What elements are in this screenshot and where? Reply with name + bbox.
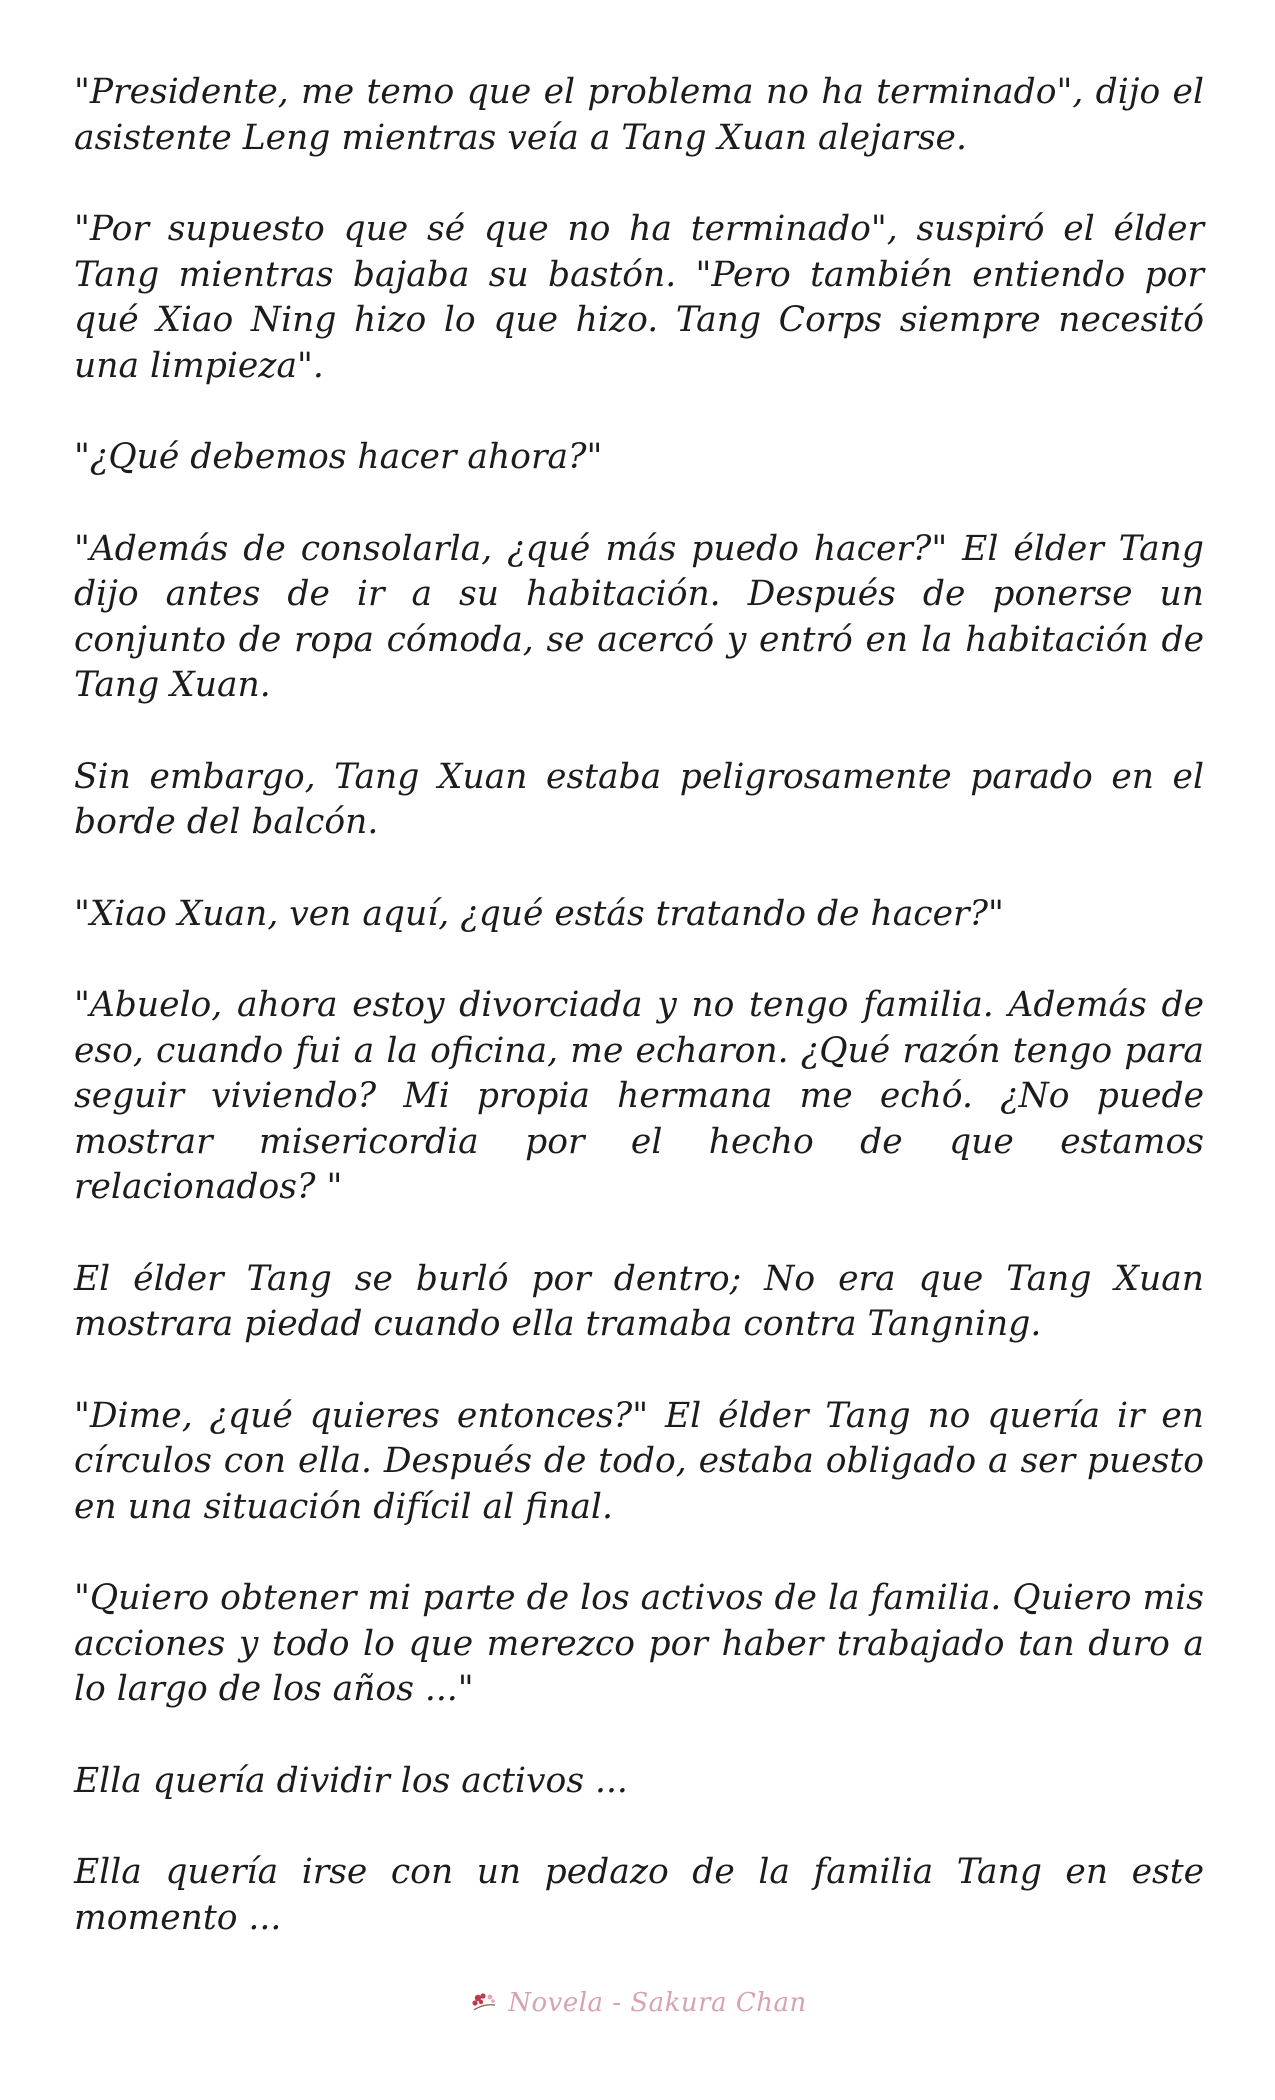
- footer-text: Novela - Sakura Chan: [508, 1988, 807, 2018]
- paragraph-10: "Quiero obtener mi parte de los activos de la familia. Quiero mis acciones y todo lo que merezco por haber trabajado tan duro a lo largo de los años ...": [74, 1578, 1204, 1709]
- paragraph-3: "¿Qué debemos hacer ahora?": [74, 437, 603, 477]
- footer-watermark: [0, 1988, 1275, 2028]
- paragraph-6: "Xiao Xuan, ven aquí, ¿qué estás tratando de hacer?": [74, 893, 1004, 934]
- chapter-text: [74, 70, 1204, 1987]
- paragraph-2: "Por supuesto que sé que no ha terminado", suspiró el élder Tang mientras bajaba su bastón. "Pero también entiendo por qué Xiao Ning hizo lo que hizo. Tang Corps siempre necesitó una limpieza".: [74, 209, 1204, 386]
- paragraph-1: "Presidente, me temo que el problema no ha terminado", dijo el asistente Leng mientras veía a Tang Xuan alejarse.: [74, 72, 1204, 158]
- paragraph-8: El élder Tang se burló por dentro; No era que Tang Xuan mostrara piedad cuando ella tramaba contra Tangning.: [74, 1258, 1204, 1344]
- footer-brand: [468, 1988, 807, 2018]
- paragraph-4: "Además de consolarla, ¿qué más puedo hacer?" El élder Tang dijo antes de ir a su habitación. Después de ponerse un conjunto de ropa cómoda, se acercó y entró en la habitación de Tang Xuan.: [74, 528, 1204, 705]
- paragraph-11: Ella quería dividir los activos ...: [74, 1760, 628, 1801]
- paragraph-12: Ella quería irse con un pedazo de la familia Tang en este momento ...: [74, 1852, 1204, 1938]
- sakura-flower-icon: [468, 1988, 500, 2018]
- paragraph-5: Sin embargo, Tang Xuan estaba peligrosamente parado en el borde del balcón.: [74, 756, 1204, 842]
- paragraph-7: "Abuelo, ahora estoy divorciada y no tengo familia. Además de eso, cuando fui a la oficina, me echaron. ¿Qué razón tengo para seguir viviendo? Mi propia hermana me echó. ¿No puede mostrar misericordia por el hecho de que estamos relacionados? ": [74, 985, 1204, 1207]
- paragraph-9: "Dime, ¿qué quieres entonces?" El élder Tang no quería ir en círculos con ella. Después de todo, estaba obligado a ser puesto en una situación difícil al final.: [74, 1395, 1204, 1527]
